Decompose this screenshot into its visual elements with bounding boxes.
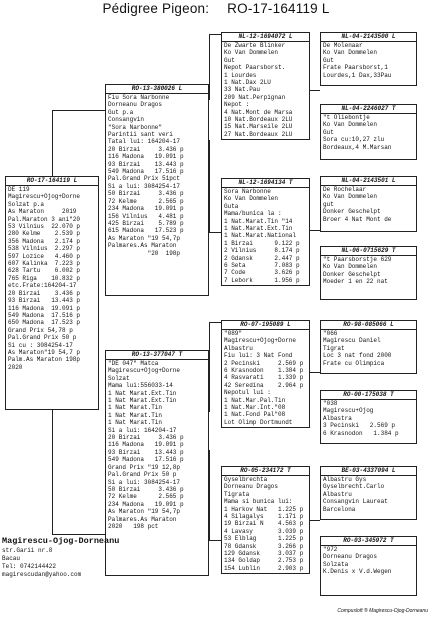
card-line: 156 Vilnius 4.481 p xyxy=(108,212,184,220)
card-line: Lourdes,1 Dax,33Pau xyxy=(323,71,392,79)
breeder-phone: Tel: 0742144422 xyxy=(2,563,57,570)
card-line: Magirescu+Ojog+Dorne xyxy=(224,337,297,345)
card-line: etc.Frate:164204-17 xyxy=(8,282,77,290)
card-line: 53 Vilnius 22.070 p xyxy=(8,223,81,231)
ring-number: RO-00-175038 T xyxy=(321,391,416,400)
connector xyxy=(310,230,320,231)
card-line: Dorneanu Dragos xyxy=(108,101,163,109)
card-line: Sora cu:10,27 zlu xyxy=(323,136,385,144)
card-line: 4 Rasvarati 1.339 p xyxy=(224,374,304,382)
card-line: DE 119 xyxy=(8,186,30,193)
card-line: Gut xyxy=(323,128,334,136)
card-line: 42 Seredina 2.964 p xyxy=(224,381,304,389)
ring-number: NL-04-2143500 L xyxy=(321,33,416,42)
pedigree-card-dam-dam[interactable] xyxy=(221,466,310,574)
card-line: Barcelona xyxy=(323,505,356,513)
card-line: gut xyxy=(323,200,334,208)
connector xyxy=(209,34,221,35)
pedigree-card-dss[interactable] xyxy=(320,320,417,374)
breeder-email[interactable]: magirescudan@yahoo.com xyxy=(2,571,82,578)
card-line: Dorneanu Dragos xyxy=(323,553,378,561)
card-line: 1 Harkov Nat 1.225 p xyxy=(224,505,304,513)
card-line: 3 Pecinski 2.569 p xyxy=(323,422,396,430)
card-line: Ko Van Dommelen xyxy=(323,49,378,57)
card-line: 2 Gdansk 2.447 p xyxy=(224,254,300,262)
card-line: 1 Nat.Mar.Pal.Tin xyxy=(224,396,286,404)
pedigree-card-ddd[interactable] xyxy=(320,536,417,596)
card-line: De Molenaar xyxy=(323,42,363,49)
pedigree-card-sss[interactable] xyxy=(320,32,417,86)
card-body xyxy=(321,186,416,223)
card-line: Palmares.As Maraton xyxy=(108,242,177,250)
card-line: Dorneanu Dragos xyxy=(224,483,279,491)
card-line: 425 Birzai 5.789 p xyxy=(108,219,184,227)
card-line: 78 Gdansk 3.266 p xyxy=(224,542,304,550)
pedigree-card-sdd[interactable] xyxy=(320,246,417,300)
ring-number: BE-03-4337094 L xyxy=(321,467,416,476)
card-line: 209 Nat.Perpignan xyxy=(224,93,286,101)
title-label: Pédigree Pigeon: xyxy=(102,1,210,16)
card-body xyxy=(222,188,309,284)
card-line: 1 Lourdes xyxy=(224,71,257,79)
pedigree-title xyxy=(0,0,432,18)
pedigree-card-subject[interactable] xyxy=(5,176,99,410)
card-line: 765 Riga 10.832 p xyxy=(8,274,81,282)
ring-number: RO-03-345972 T xyxy=(321,537,416,546)
card-line: Albastra xyxy=(323,414,352,422)
card-line: 7 Lebork 1.956 p xyxy=(224,276,300,284)
card-line: Pal.Maraton 3 ani"20 xyxy=(8,215,81,223)
card-line: As Maraton 2019 xyxy=(8,208,77,216)
ring-number: NL-04-2143501 L xyxy=(321,177,416,186)
card-line: Frate cu Olimpica xyxy=(323,359,385,367)
card-line: 1 Nat Marat.Ext.Tin xyxy=(108,389,177,397)
card-line: 93 Birzai 13.443 p xyxy=(108,448,184,456)
card-line: 628 Tartu 6.002 p xyxy=(8,267,81,275)
breeder-info xyxy=(2,536,162,579)
card-line: Pal.Grand Prix 50 p xyxy=(108,471,177,479)
card-line: 1 Nat.Mar.Int."08 xyxy=(224,404,286,412)
ring-number: RO-07-195089 L xyxy=(222,321,309,330)
card-line: 19 Birzai N 4.563 p xyxy=(224,520,304,528)
card-line: 1 Nat Marat.Ext.Tin xyxy=(108,397,177,405)
card-line: 1 Birzai 9.122 p xyxy=(224,239,300,247)
breeder-address-street: str.Garii nr.8 xyxy=(2,547,53,554)
connector xyxy=(209,140,210,232)
card-line: Si a lui: 164204-17 xyxy=(108,426,177,434)
card-line: Ko Van Dommelen xyxy=(323,193,378,201)
card-line: 50 Birzai 3.436 p xyxy=(108,485,184,493)
card-line: Nepot : xyxy=(224,101,250,109)
card-line: 33 Nat.Pau xyxy=(224,86,261,94)
card-body xyxy=(6,186,98,371)
card-line: Guta xyxy=(224,202,239,210)
card-line: 134 Goldap 2.753 p xyxy=(224,557,304,565)
card-line: "066 xyxy=(323,330,338,337)
card-line: Gyselbrecht.Carlo xyxy=(323,483,385,491)
ring-number: RO-05-234172 T xyxy=(222,467,309,476)
card-line: Gut xyxy=(323,56,334,64)
card-body xyxy=(321,42,416,79)
card-line: 20 Birzai 3.436 p xyxy=(108,145,184,153)
ring-number: NL-06-0715629 T xyxy=(321,247,416,256)
card-line: 549 Madona 17.516 p xyxy=(108,168,184,176)
card-line: Solzat xyxy=(108,374,130,382)
card-line: Broer 4 Nat Mont de xyxy=(323,215,392,223)
connector xyxy=(52,534,105,535)
card-line: 93 Birzai 13.443 p xyxy=(8,297,81,305)
card-line: Donker Geschelpt xyxy=(323,208,381,216)
connector xyxy=(209,322,221,323)
card-line: "972 xyxy=(323,546,338,553)
card-line: 20 Birzai 3.436 p xyxy=(108,434,184,442)
card-line: Ko Van Dommelen xyxy=(323,263,378,271)
connector xyxy=(310,520,320,521)
card-body xyxy=(321,546,416,576)
card-line: Si a lui: 3084254-17 xyxy=(108,478,181,486)
card-line: 650 Madona 17.523 p xyxy=(8,319,81,327)
card-line: Fiu lui: 3 Nat Fond xyxy=(224,352,293,360)
card-line: 2020 xyxy=(8,363,23,371)
pedigree-card-sire-sire[interactable] xyxy=(221,32,310,140)
card-line: Gut xyxy=(224,56,235,64)
card-line: 280 Kelme 2.539 p xyxy=(8,230,81,238)
card-line: 234 Madona 19.091 p xyxy=(108,205,184,213)
card-line: Ko Van Dommelen xyxy=(224,49,279,57)
card-line: 607 Kalinka 7.223 p xyxy=(8,260,81,268)
card-line: 20 Birzai 3.436 p xyxy=(8,289,81,297)
card-line: 1 Nat Marat.Tin xyxy=(108,419,163,427)
ring-number: NL-12-1694072 L xyxy=(222,33,309,42)
card-line: Albastru xyxy=(224,344,253,352)
card-line: 1 Nat Marat.Tin xyxy=(108,404,163,412)
pedigree-card-dam-sire[interactable] xyxy=(221,320,310,428)
pedigree-card-sire[interactable] xyxy=(105,84,209,296)
card-body xyxy=(321,476,416,513)
ring-number: RO-17-164119 L xyxy=(6,177,98,186)
card-line: 53 Elblag 1.225 p xyxy=(224,535,304,543)
card-line: Donker Geschelpt xyxy=(323,270,381,278)
card-line: 234 Madona 19.091 p xyxy=(108,500,184,508)
card-line: Parintii sant veri xyxy=(108,131,173,139)
card-line: Gyselbrechta xyxy=(224,476,268,483)
connector xyxy=(310,90,320,91)
card-line: 2 Vilnius 8.174 p xyxy=(224,247,300,255)
card-line: Nepot Paarsborst. xyxy=(224,64,286,72)
card-line: Grand Prix "19 12,8p xyxy=(108,463,181,471)
card-line: 6 Seta 7.083 p xyxy=(224,262,300,270)
card-line: 72 Kelme 2.565 p xyxy=(108,197,184,205)
card-line: Bordeaux,4 M.Marsan xyxy=(323,143,392,151)
card-line: 2 Pecinski 2.569 p xyxy=(224,359,304,367)
card-line: 615 Madona 17.523 p xyxy=(108,227,184,235)
card-line: De Rochelaar xyxy=(323,186,367,193)
footer-credit: Compusloft ® Magirescu-Ojog-Dorneanu xyxy=(337,608,428,614)
card-line: 129 Gdansk 3.037 p xyxy=(224,550,304,558)
card-line: Palmares.As Maraton xyxy=(108,515,177,523)
card-line: Magirescu+Ojog xyxy=(323,407,374,415)
connector xyxy=(52,110,105,111)
card-line: "038 xyxy=(323,400,338,407)
card-line: 549 Madona 17.516 p xyxy=(8,311,81,319)
card-body xyxy=(321,400,416,437)
breeder-name: Magirescu-Ojog-Dorneanu xyxy=(2,536,120,546)
connector xyxy=(209,232,221,233)
card-line: 10 Nat.Bordeaux 2LU xyxy=(224,116,293,124)
pedigree-card-dsd[interactable] xyxy=(320,390,417,444)
card-line: Solzata xyxy=(323,560,349,568)
card-line: 116 Madona 19.091 p xyxy=(108,153,184,161)
connector xyxy=(209,450,210,540)
card-line: Pal.Grand Prix 51pct xyxy=(108,175,181,183)
card-line: Fiu Sora Narbonne xyxy=(108,94,170,101)
card-line: Magirescu+Ojog+Dorne xyxy=(108,367,181,375)
card-line: "t Paarsborstje 629 xyxy=(323,256,392,263)
card-body xyxy=(106,360,208,530)
card-line: Lot Olimp Dortmundt xyxy=(224,418,293,426)
connector xyxy=(52,110,53,182)
breeder-address-city: Bacau xyxy=(2,555,21,562)
card-line: 1 Nat Marat.Tin xyxy=(108,411,163,419)
card-line: Grand Prix 54,78 p xyxy=(8,326,73,334)
ring-number: NL-04-2246027 T xyxy=(321,105,416,114)
card-line: Solzat p.a xyxy=(8,200,45,208)
card-line: Sora Narbonne xyxy=(224,188,271,195)
card-line: 1 Nat.Marat.Ext.Tin xyxy=(224,225,293,233)
card-line: 1 Nat.Marat.National xyxy=(224,232,297,240)
card-line: 7 Code 3.626 p xyxy=(224,269,300,277)
card-body xyxy=(321,256,416,286)
card-body xyxy=(321,330,416,367)
title-ring: RO-17-164119 L xyxy=(227,1,330,16)
connector xyxy=(209,34,210,100)
card-line: 93 Birzai 13.443 p xyxy=(108,160,184,168)
card-line: 116 Madona 19.091 p xyxy=(8,304,81,312)
ring-number: NL-12-1694134 T xyxy=(222,179,309,188)
card-line: Consangvin Laureat xyxy=(323,498,388,506)
card-line: Si a lui: 3084254-17 xyxy=(108,182,181,190)
pedigree-card-dds[interactable] xyxy=(320,466,417,520)
card-line: 6 Krasnodon 1.384 p xyxy=(224,367,304,375)
card-line: Nepotul lui : xyxy=(224,389,271,397)
card-line: Tatal lui: 164204-17 xyxy=(108,138,181,146)
card-body xyxy=(222,42,309,138)
card-body xyxy=(321,114,416,151)
card-line: 1 Nat.Marat.Tin "14 xyxy=(224,217,293,225)
card-line: 27 Nat.Bordeaux 2LU xyxy=(224,130,293,138)
card-body xyxy=(106,94,208,257)
card-line: 6 Krasnodon 1.384 p xyxy=(323,429,399,437)
card-line: Mama lui:556033-14 xyxy=(108,382,173,390)
card-line: Ko Van Dommelen xyxy=(224,195,279,203)
card-line: Frate Paarsborst,1 xyxy=(323,64,388,72)
card-line: Palm.As Maraton 198p xyxy=(8,356,81,364)
ring-number: RO-13-380026 L xyxy=(106,85,208,94)
card-line: Loc 3 nat fond 2000 xyxy=(323,352,392,360)
card-line: Si cu : 3084254-17 xyxy=(8,341,73,349)
ring-number: RO-13-377047 T xyxy=(106,351,208,360)
card-line: "DE 047" Matca xyxy=(108,360,159,367)
card-line: "20 198p xyxy=(108,249,181,257)
ring-number: RO-98-085066 L xyxy=(321,321,416,330)
pedigree-card-sds[interactable] xyxy=(320,176,417,232)
card-line: 72 Kelme 2.565 p xyxy=(108,493,184,501)
card-line: K.Denis x V.d.Wegen xyxy=(323,568,392,576)
card-line: 154 Lublin 2.903 p xyxy=(224,564,304,572)
card-line: 1 Nat.Fond Pal"08 xyxy=(224,411,286,419)
card-line: De Zwarte Blinker xyxy=(224,42,286,49)
card-line: Mama/bunica la : xyxy=(224,210,282,218)
card-line: 356 Madona 2.174 p xyxy=(8,237,81,245)
card-body xyxy=(222,476,309,572)
card-line: "089" xyxy=(224,330,243,337)
card-line: 549 Madona 17.516 p xyxy=(108,456,184,464)
card-line: 50 Birzai 3.436 p xyxy=(108,190,184,198)
card-body xyxy=(222,330,309,426)
card-line: "t Oliebontje xyxy=(323,114,370,121)
card-line: Magirescu+Ojog+Dorne xyxy=(8,193,81,201)
card-line: Ko Van Dommelen xyxy=(323,121,378,129)
card-line: 4 Lavasy 3.039 p xyxy=(224,527,304,535)
connector xyxy=(209,540,221,541)
card-line: 597 Lozice 4.460 p xyxy=(8,252,81,260)
connector xyxy=(310,372,320,373)
card-line: Tigrat xyxy=(323,344,345,352)
card-line: 4 Nat.Mont de Marsa xyxy=(224,108,293,116)
connector xyxy=(52,478,53,534)
card-line: Magirescu Daniel xyxy=(323,337,381,345)
card-line: As Maraton "19 54,7p xyxy=(108,234,181,242)
card-line: 2020 198 pct xyxy=(108,522,159,530)
card-line: 4 Silagalys 1.171 p xyxy=(224,513,304,521)
card-line: 1 Nat.Dax 2LU xyxy=(224,79,271,87)
card-line: Mama si bunica lui: xyxy=(224,498,293,506)
card-line: As Maraton"19 54,7 p xyxy=(8,348,81,356)
pedigree-card-sire-dam[interactable] xyxy=(221,178,310,286)
card-line: 538 Vilnius 2.297 p xyxy=(8,245,81,253)
connector xyxy=(209,322,210,412)
card-line: 15 Nat.Marseile 2LU xyxy=(224,123,293,131)
card-line: Pal.Grand Prix 50 p xyxy=(8,334,77,342)
card-line: "Sora Narbonne" xyxy=(108,123,163,131)
card-line: Consangvin xyxy=(108,116,145,124)
card-line: Albastru xyxy=(323,490,352,498)
pedigree-card-ssd[interactable] xyxy=(320,104,417,160)
card-line: Tigrata xyxy=(224,490,250,498)
card-line: Moeder 1 en 22 nat xyxy=(323,278,388,286)
card-line: 116 Madona 19.091 p xyxy=(108,441,184,449)
card-line: As Maraton "19 54,7p xyxy=(108,508,181,516)
card-line: Gut p.a xyxy=(108,108,134,116)
card-line: Albastru Gys xyxy=(323,476,367,483)
